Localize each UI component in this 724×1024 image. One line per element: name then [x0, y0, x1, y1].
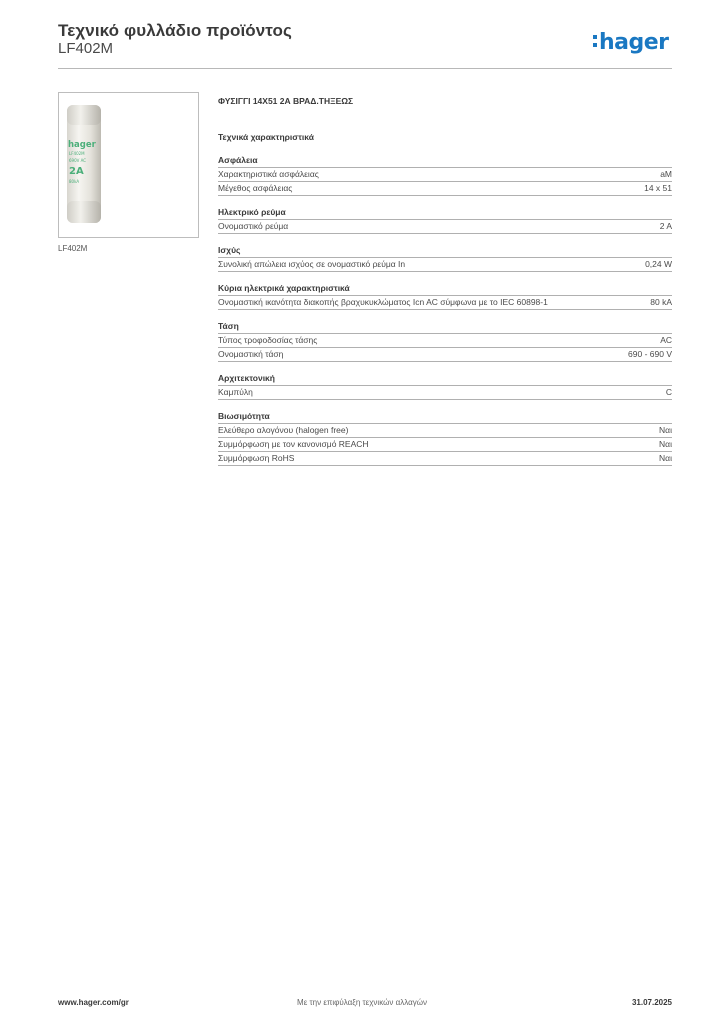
footer-website-link[interactable]: www.hager.com/gr — [58, 998, 129, 1007]
spec-label: Ονομαστικό ρεύμα — [218, 221, 289, 231]
product-image-caption: LF402M — [58, 244, 88, 253]
spec-value: Ναι — [659, 439, 672, 449]
spec-row — [218, 424, 672, 438]
spec-value: 690 - 690 V — [628, 349, 672, 359]
spec-row — [218, 438, 672, 452]
spec-row — [218, 452, 672, 466]
group-title: Ασφάλεια — [218, 155, 672, 168]
header-divider — [58, 68, 672, 69]
spec-label: Χαρακτηριστικά ασφάλειας — [218, 169, 319, 179]
section-title: Τεχνικά χαρακτηριστικά — [218, 132, 314, 142]
spec-row — [218, 334, 672, 348]
spec-content — [218, 96, 672, 466]
spec-label: Ελεύθερο αλογόνου (halogen free) — [218, 425, 349, 435]
page-title: Τεχνικό φυλλάδιο προϊόντος — [58, 21, 292, 40]
fuse-print-breaking: 80kA — [69, 179, 80, 184]
spec-row — [218, 386, 672, 400]
product-image-frame — [58, 92, 199, 238]
spec-label: Τύπος τροφοδοσίας τάσης — [218, 335, 318, 345]
spec-label: Συμμόρφωση RoHS — [218, 453, 295, 463]
spec-label: Συνολική απώλεια ισχύος σε ονομαστικό ρεύμα In — [218, 259, 406, 269]
product-name: ΦΥΣΙΓΓΙ 14Χ51 2Α ΒΡΑΔ.ΤΗΞΕΩΣ — [218, 96, 354, 106]
spec-group-voltage — [218, 321, 672, 362]
page-subtitle: LF402M — [58, 40, 114, 57]
logo-text: hager — [599, 30, 669, 55]
footer-date: 31.07.2025 — [631, 998, 672, 1007]
spec-value: Ναι — [659, 425, 672, 435]
spec-label: Μέγεθος ασφάλειας — [218, 183, 293, 193]
spec-group-current — [218, 207, 672, 234]
spec-value: 0,24 W — [645, 259, 672, 269]
spec-label: Συμμόρφωση με τον κανονισμό REACH — [218, 439, 369, 449]
spec-group-sustainability — [218, 411, 672, 466]
spec-value: 80 kA — [650, 297, 672, 307]
spec-label: Καμπύλη — [218, 387, 253, 397]
spec-row — [218, 296, 672, 310]
spec-row — [218, 220, 672, 234]
spec-row — [218, 348, 672, 362]
spec-row — [218, 182, 672, 196]
spec-label: Ονομαστική ικανότητα διακοπής βραχυκυκλώματος Icn AC σύμφωνα με το IEC 60898-1 — [218, 297, 548, 307]
fuse-print-current: 2A — [69, 166, 84, 177]
group-title: Αρχιτεκτονική — [218, 373, 672, 386]
footer-notice: Με την επιφύλαξη τεχνικών αλλαγών — [297, 998, 427, 1007]
spec-row — [218, 168, 672, 182]
fuse-print-ref: LF402M — [69, 151, 85, 156]
spec-row — [218, 258, 672, 272]
spec-value: 14 x 51 — [644, 183, 672, 193]
group-title: Βιωσιμότητα — [218, 411, 672, 424]
spec-value: Ναι — [659, 453, 672, 463]
fuse-image — [59, 93, 198, 237]
spec-group-fuse — [218, 155, 672, 196]
group-title: Κύρια ηλεκτρικά χαρακτηριστικά — [218, 283, 672, 296]
spec-group-power — [218, 245, 672, 272]
spec-group-electrical — [218, 283, 672, 310]
spec-group-architecture — [218, 373, 672, 400]
spec-value: AC — [660, 335, 672, 345]
group-title: Ισχύς — [218, 245, 672, 258]
fuse-print-brand: hager — [68, 140, 96, 150]
spec-value: C — [665, 387, 672, 397]
hager-logo — [592, 24, 682, 58]
spec-value: 2 A — [659, 221, 672, 231]
spec-value: aM — [660, 169, 672, 179]
group-title: Ηλεκτρικό ρεύμα — [218, 207, 672, 220]
group-title: Τάση — [218, 321, 672, 334]
fuse-print-voltage: 690V AC — [69, 158, 87, 163]
spec-label: Ονομαστική τάση — [218, 349, 284, 359]
